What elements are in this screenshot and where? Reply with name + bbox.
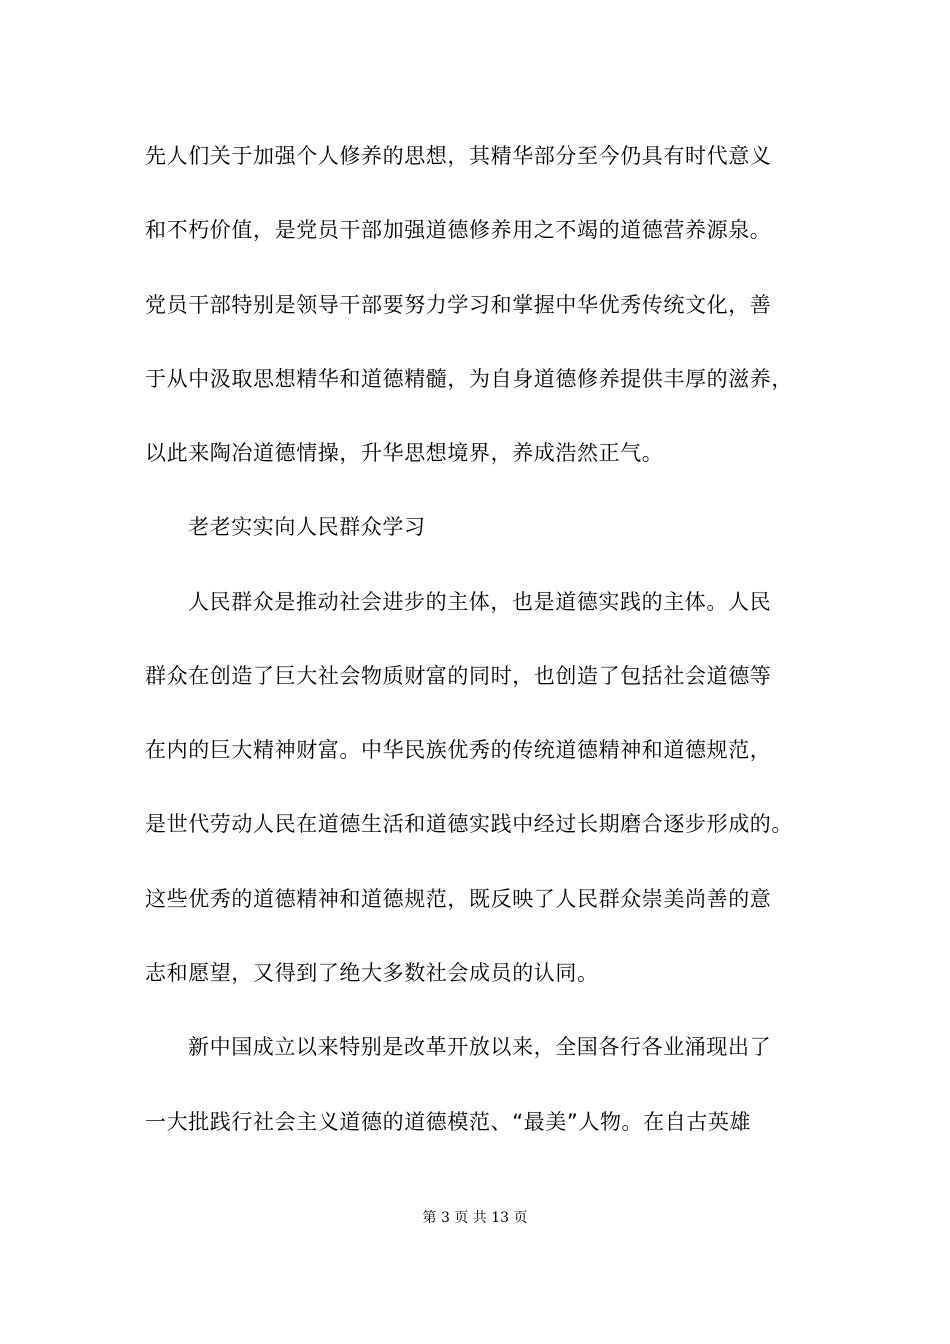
text-line: 一大批践行社会主义道德的道德模范、“最美”人物。在自古英雄: [145, 1110, 752, 1134]
text-line: 新中国成立以来特别是改革开放以来，全国各行各业涌现出了: [188, 1035, 772, 1059]
text-line: 人民群众是推动社会进步的主体，也是道德实践的主体。人民: [188, 590, 772, 614]
text-line: 于从中汲取思想精华和道德精髓，为自身道德修养提供丰厚的滋养，: [145, 367, 793, 391]
page-number: 第 3 页 共 13 页: [422, 1210, 528, 1226]
text-line: 志和愿望，又得到了绝大多数社会成员的认同。: [145, 961, 599, 985]
page-footer: [0, 1208, 950, 1228]
text-line: 群众在创造了巨大社会物质财富的同时，也创造了包括社会道德等: [145, 664, 772, 688]
text-line: 在内的巨大精神财富。中华民族优秀的传统道德精神和道德规范，: [145, 738, 772, 762]
text-line: 这些优秀的道德精神和道德规范，既反映了人民群众崇美尚善的意: [145, 887, 772, 911]
section-heading: 老老实实向人民群众学习: [188, 515, 426, 539]
text-line: 以此来陶冶道德情操，升华思想境界，养成浩然正气。: [145, 441, 664, 465]
text-line: 先人们关于加强个人修养的思想，其精华部分至今仍具有时代意义: [145, 144, 772, 168]
text-line: 党员干部特别是领导干部要努力学习和掌握中华优秀传统文化，善: [145, 293, 772, 317]
text-line: 和不朽价值，是党员干部加强道德修养用之不竭的道德营养源泉。: [145, 218, 772, 242]
text-line: 是世代劳动人民在道德生活和道德实践中经过长期磨合逐步形成的。: [145, 812, 793, 836]
